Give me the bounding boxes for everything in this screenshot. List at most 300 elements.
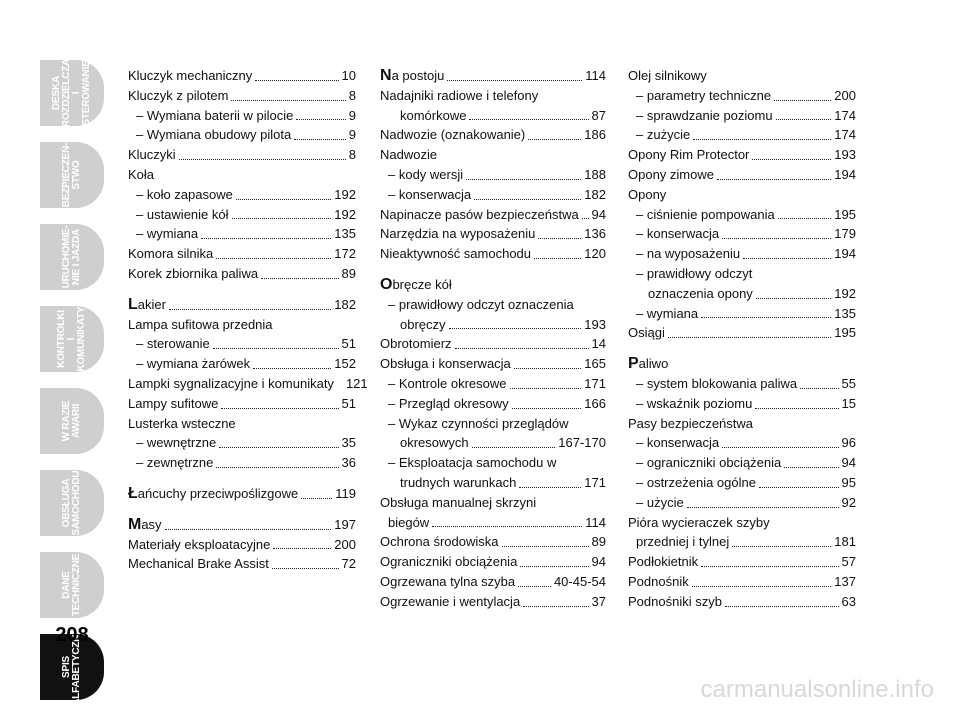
index-entry[interactable] (380, 473, 606, 493)
index-entry[interactable] (628, 433, 856, 453)
index-page-number: 9 (348, 107, 356, 123)
section-initial-letter: L (128, 295, 138, 313)
index-page-number: 165 (584, 356, 606, 372)
index-entry-label: – wymiana żarówek (136, 356, 251, 372)
chapter-tab-line: BEZPIECZEŃ- (61, 142, 72, 208)
index-entry[interactable] (128, 86, 356, 106)
index-entry-label: Opony zimowe (628, 166, 714, 182)
index-entry-label: Nadajniki radiowe i telefony (380, 87, 539, 103)
index-page-number: 193 (584, 316, 606, 332)
index-page-number: 72 (341, 556, 356, 572)
dot-leader (528, 139, 581, 140)
index-entry[interactable] (128, 66, 356, 86)
index-entry-text (400, 473, 516, 493)
index-page-number: 166 (584, 395, 606, 411)
index-page-number: 51 (341, 336, 356, 352)
index-page-number: 200 (334, 536, 356, 552)
index-entry-text (136, 224, 198, 244)
index-entry-text (388, 416, 569, 431)
chapter-tab-line: SPIS (61, 656, 72, 678)
index-entry-label: ańcuchy przeciwpoślizgowe (137, 485, 299, 501)
index-entry[interactable] (128, 554, 356, 574)
index-entry-text (628, 323, 665, 343)
index-page-number: 174 (834, 107, 856, 123)
section-initial-letter: O (380, 275, 393, 293)
index-entry[interactable] (380, 532, 606, 552)
index-entry[interactable] (628, 552, 856, 572)
index-entry-label: – Wykaz czynności przeglądów (388, 415, 569, 431)
index-page-number: 136 (584, 226, 606, 242)
index-page-number: 96 (841, 435, 856, 451)
index-column-3 (628, 66, 856, 612)
index-entry[interactable] (380, 205, 606, 225)
index-entry-text (400, 433, 469, 453)
dot-leader (255, 80, 338, 81)
dot-leader (752, 159, 831, 160)
dot-leader (261, 278, 338, 279)
index-page-number: 172 (334, 246, 356, 262)
dot-leader (469, 119, 588, 120)
index-entry[interactable] (128, 453, 356, 473)
dot-leader (732, 546, 831, 547)
index-entry-text (636, 304, 698, 324)
index-page-number: 89 (341, 265, 356, 281)
index-page-number: 179 (834, 226, 856, 242)
chapter-tab-line: DESKA (51, 76, 62, 111)
index-entry-label: – ograniczniki obciążenia (636, 455, 782, 471)
index-entry[interactable] (380, 433, 606, 453)
index-page-number: 197 (334, 516, 356, 532)
index-entry-label: Napinacze pasów bezpieczeństwa (380, 206, 579, 222)
dot-leader (800, 388, 838, 389)
section-gap (128, 284, 356, 295)
index-entry-label: Opony (628, 186, 667, 202)
chapter-tab-line: I KOMUNIKATY (66, 306, 87, 372)
index-entry[interactable] (380, 374, 606, 394)
index-entry[interactable] (628, 323, 856, 343)
index-entry[interactable] (380, 125, 606, 145)
index-entry-text (128, 244, 213, 264)
index-entry-text (648, 284, 753, 304)
index-page-number: 10 (341, 68, 356, 83)
index-entry-label: – Wymiana baterii w pilocie (136, 107, 294, 123)
index-entry-label: – sprawdzanie poziomu (636, 107, 773, 123)
index-page-number: 137 (834, 573, 856, 589)
index-entry-label: Materiały eksploatacyjne (128, 536, 271, 552)
index-entry[interactable] (380, 86, 606, 106)
dot-leader (232, 218, 332, 219)
chapter-tab[interactable] (40, 388, 104, 454)
index-entry[interactable] (380, 592, 606, 612)
index-page-number: 94 (591, 554, 606, 570)
chapter-tab-line: URUCHOMIE- (61, 225, 72, 289)
index-entry[interactable] (128, 185, 356, 205)
index-page-number: 57 (841, 554, 856, 570)
index-entry[interactable] (628, 244, 856, 264)
index-entry-label: Olej silnikowy (628, 68, 707, 83)
chapter-tab-label (40, 60, 104, 126)
index-entry-text (380, 66, 444, 86)
index-entry[interactable] (128, 484, 356, 504)
index-entry[interactable] (380, 185, 606, 205)
dot-leader (743, 258, 831, 259)
index-entry[interactable] (628, 106, 856, 126)
index-entry[interactable] (128, 295, 356, 315)
dot-leader (582, 218, 589, 219)
index-entry[interactable] (380, 244, 606, 264)
index-entry-label: Ochrona środowiska (380, 534, 499, 550)
index-entry[interactable] (628, 224, 856, 244)
index-page-number: 195 (834, 206, 856, 222)
index-entry-text (128, 484, 298, 504)
dot-leader (512, 408, 582, 409)
index-page-number: 135 (834, 305, 856, 321)
dot-leader (201, 238, 331, 239)
chapter-tab-line: AWARII (71, 403, 82, 439)
index-entry-text (380, 244, 531, 264)
index-entry-text (628, 572, 689, 592)
index-page-number: 192 (334, 206, 356, 222)
index-entry-label: Nieaktywność samochodu (380, 246, 532, 262)
index-entry[interactable] (628, 493, 856, 513)
index-entry-text (128, 554, 269, 574)
index-entry-text (380, 88, 538, 103)
index-entry-label: – ustawienie kół (136, 206, 229, 222)
chapter-tab[interactable] (40, 142, 104, 208)
index-entry-text (128, 535, 270, 555)
index-entry-text (128, 394, 218, 414)
index-entry-text (388, 394, 509, 414)
index-entry-label: Obsługa manualnej skrzyni (380, 494, 537, 510)
dot-leader (692, 586, 832, 587)
chapter-tabs (40, 60, 104, 716)
dot-leader (668, 337, 831, 338)
chapter-tab-label (40, 470, 104, 536)
index-page-number: 171 (584, 474, 606, 490)
index-entry-text (388, 165, 463, 185)
dot-leader (687, 507, 839, 508)
dot-leader (296, 119, 345, 120)
dot-leader (784, 467, 838, 468)
index-entry-text (136, 125, 291, 145)
index-page-number: 194 (834, 166, 856, 182)
index-entry-label: Ogrzewanie i wentylacja (380, 593, 521, 609)
index-entry-text (628, 592, 722, 612)
index-page-number: 87 (591, 107, 606, 123)
dot-leader (236, 199, 331, 200)
index-entry[interactable] (128, 354, 356, 374)
index-page-number: 182 (334, 296, 356, 312)
index-entry-text (380, 532, 499, 552)
index-page-number: 135 (334, 226, 356, 242)
index-entry-label: Lusterka wsteczne (128, 415, 236, 431)
index-entry-label: Obsługa i konserwacja (380, 356, 511, 372)
chapter-tab-line: KONTROLKI (56, 310, 67, 368)
chapter-tab-label (40, 388, 104, 454)
index-entry-text (128, 264, 258, 284)
index-entry[interactable] (628, 394, 856, 414)
index-page-number: 193 (834, 147, 856, 163)
dot-leader (213, 348, 339, 349)
index-entry-label: – wewnętrzne (136, 435, 217, 451)
index-entry[interactable] (128, 535, 356, 555)
index-entry[interactable] (128, 394, 356, 414)
index-entry[interactable] (380, 394, 606, 414)
index-entry[interactable] (128, 414, 356, 434)
index-entry[interactable] (628, 572, 856, 592)
dot-leader (219, 447, 338, 448)
index-entry-text (636, 493, 684, 513)
index-entry-text (636, 453, 781, 473)
index-entry[interactable] (128, 264, 356, 284)
index-entry-text (388, 455, 556, 470)
dot-leader (538, 238, 581, 239)
index-entry-label: Lampki sygnalizacyjne i komunikaty (128, 375, 334, 391)
index-entry-text (636, 205, 775, 225)
index-entry[interactable] (128, 315, 356, 335)
index-page-number: 171 (584, 375, 606, 391)
index-page-number: 94 (841, 455, 856, 471)
index-entry[interactable] (628, 473, 856, 493)
dot-leader (756, 298, 831, 299)
index-entry[interactable] (628, 532, 856, 552)
index-entry[interactable] (628, 592, 856, 612)
index-page-number: 174 (834, 127, 856, 143)
index-entry-text (380, 552, 517, 572)
index-entry-text (136, 334, 210, 354)
index-entry-text (380, 224, 535, 244)
index-entry-text (628, 515, 770, 530)
index-entry[interactable] (628, 66, 856, 86)
index-entry-text (628, 187, 666, 202)
section-gap (380, 264, 606, 275)
index-entry-text (380, 277, 452, 292)
section-initial-letter: Ł (128, 484, 138, 502)
index-entry-text (636, 394, 752, 414)
index-entry[interactable] (128, 334, 356, 354)
index-page-number: 182 (584, 186, 606, 202)
index-entry-label: – sterowanie (136, 336, 210, 352)
index-entry[interactable] (380, 106, 606, 126)
index-entry-label: Koła (128, 166, 155, 182)
section-gap (128, 504, 356, 515)
index-entry[interactable] (128, 374, 368, 394)
index-entry-text (136, 453, 213, 473)
index-entry-text (628, 416, 753, 431)
index-entry-text (400, 315, 446, 335)
chapter-tab[interactable] (40, 552, 104, 618)
index-entry[interactable] (380, 414, 606, 434)
index-entry[interactable] (128, 125, 356, 145)
index-page-number: 95 (841, 474, 856, 490)
index-entry[interactable] (128, 244, 356, 264)
index-entry-text (128, 295, 166, 315)
index-page-number: 63 (841, 593, 856, 609)
index-entry[interactable] (628, 453, 856, 473)
dot-leader (759, 487, 839, 488)
index-entry-label: – użycie (636, 494, 684, 510)
index-entry[interactable] (380, 334, 606, 354)
index-entry-text (628, 145, 749, 165)
index-entry[interactable] (628, 304, 856, 324)
index-page-number: 152 (334, 356, 356, 372)
dot-leader (514, 368, 582, 369)
dot-leader (472, 447, 556, 448)
index-page-number: 55 (841, 375, 856, 391)
dot-leader (179, 159, 346, 160)
chapter-tab-line: ALFABETYCZNY (71, 628, 82, 706)
index-entry[interactable] (128, 205, 356, 225)
dot-leader (518, 586, 551, 587)
index-entry[interactable] (128, 145, 356, 165)
index-page-number: 120 (584, 246, 606, 262)
index-entry-text (136, 185, 233, 205)
dot-leader (216, 258, 331, 259)
index-entry-label: Lampa sufitowa przednia (128, 316, 273, 332)
index-entry[interactable] (380, 552, 606, 572)
dot-leader (523, 606, 588, 607)
index-page-number: 186 (584, 127, 606, 143)
section-initial-letter: M (128, 515, 142, 533)
chapter-tab[interactable] (40, 224, 104, 290)
index-page-number: 35 (341, 435, 356, 451)
index-entry[interactable] (628, 264, 856, 284)
chapter-tab-line: DANE (61, 571, 72, 599)
chapter-tab[interactable] (40, 470, 104, 536)
index-entry-text (636, 106, 773, 126)
index-page-number: 9 (348, 127, 356, 143)
dot-leader (722, 447, 838, 448)
section-gap (628, 343, 856, 354)
chapter-tab-line: ROZDZIELCZA (61, 58, 72, 128)
dot-leader (466, 179, 581, 180)
index-page-number: 51 (341, 395, 356, 411)
index-entry-label: – konserwacja (636, 226, 720, 242)
index-entry[interactable] (380, 145, 606, 165)
index-entry[interactable] (628, 205, 856, 225)
index-page-number: 114 (585, 514, 606, 530)
index-entry[interactable] (380, 493, 606, 513)
index-entry-label: przedniej i tylnej (636, 534, 730, 550)
index-entry-text (128, 66, 252, 86)
index-entry-label: – koło zapasowe (136, 186, 233, 202)
index-entry-text (128, 145, 176, 165)
index-entry-label: Kluczyki (128, 147, 176, 163)
index-entry-label: – Wymiana obudowy pilota (136, 127, 292, 143)
index-entry[interactable] (380, 354, 606, 374)
index-entry[interactable] (128, 433, 356, 453)
index-entry-text (128, 317, 273, 332)
chapter-tab-label (40, 306, 104, 372)
dot-leader (216, 467, 338, 468)
chapter-tab-line: STWO (71, 160, 82, 190)
section-initial-letter: N (380, 67, 392, 84)
index-entry[interactable] (628, 125, 856, 145)
chapter-tab-line: OBSŁUGA (61, 478, 72, 528)
index-entry-label: Pióra wycieraczek szyby (628, 514, 770, 530)
index-page-number: 167-170 (558, 435, 606, 451)
index-entry[interactable] (128, 515, 356, 535)
index-entry-text (388, 185, 471, 205)
page-number: 208 (55, 624, 89, 646)
index-entry-label: – prawidłowy odczyt oznaczenia (388, 296, 574, 312)
index-entry-label: Mechanical Brake Assist (128, 556, 269, 572)
index-page-number: 188 (584, 166, 606, 182)
index-entry-text (128, 374, 334, 394)
index-entry[interactable] (628, 354, 856, 374)
index-entry[interactable] (380, 224, 606, 244)
dot-leader (432, 526, 582, 527)
dot-leader (273, 548, 331, 549)
index-entry-text (400, 106, 466, 126)
index-entry-label: aliwo (638, 356, 669, 372)
index-page-number: 36 (341, 455, 356, 471)
index-entry-text (380, 125, 525, 145)
index-entry-text (628, 165, 714, 185)
index-entry[interactable] (628, 284, 856, 304)
section-gap (128, 473, 356, 484)
index-entry[interactable] (628, 513, 856, 533)
dot-leader (774, 100, 831, 101)
chapter-tab[interactable] (40, 60, 104, 126)
index-entry-text (628, 68, 707, 83)
index-entry-text (136, 205, 229, 225)
index-entry[interactable] (628, 185, 856, 205)
index-entry[interactable] (628, 145, 856, 165)
chapter-tab-label (40, 552, 104, 618)
index-entry-text (136, 354, 250, 374)
dot-leader (701, 566, 838, 567)
index-entry-text (636, 224, 719, 244)
index-entry-label: Osiągi (628, 325, 665, 341)
index-entry-label: Podłokietnik (628, 554, 699, 570)
index-entry-label: trudnych warunkach (400, 474, 517, 490)
section-initial-letter: P (628, 355, 639, 373)
index-entry[interactable] (628, 414, 856, 434)
chapter-tab-line: I STEROWANIE (71, 60, 92, 126)
index-entry-text (636, 473, 756, 493)
index-entry[interactable] (380, 275, 606, 295)
chapter-tab-line: TECHNICZNE (71, 553, 82, 617)
index-entry[interactable] (380, 572, 606, 592)
index-entry-label: asy (141, 516, 162, 532)
index-entry[interactable] (380, 165, 606, 185)
index-entry[interactable] (380, 66, 606, 86)
index-entry[interactable] (380, 295, 606, 315)
index-entry[interactable] (128, 224, 356, 244)
dot-leader (502, 546, 589, 547)
chapter-tab[interactable] (40, 306, 104, 372)
index-entry[interactable] (380, 315, 606, 335)
index-column-1 (128, 66, 368, 574)
index-entry[interactable] (380, 513, 606, 533)
index-page-number: 37 (591, 593, 606, 609)
index-entry[interactable] (628, 86, 856, 106)
index-entry[interactable] (628, 374, 856, 394)
index-entry[interactable] (380, 453, 606, 473)
index-entry[interactable] (628, 165, 856, 185)
index-entry[interactable] (128, 165, 356, 185)
index-page-number: 8 (348, 147, 356, 163)
index-entry[interactable] (128, 106, 356, 126)
index-entry-label: – wymiana (636, 305, 699, 321)
dot-leader (455, 348, 589, 349)
dot-leader (722, 238, 831, 239)
chapter-tab-label (40, 224, 104, 290)
dot-leader (519, 487, 581, 488)
index-entry-label: – Przegląd okresowy (388, 395, 509, 411)
dot-leader (510, 388, 582, 389)
